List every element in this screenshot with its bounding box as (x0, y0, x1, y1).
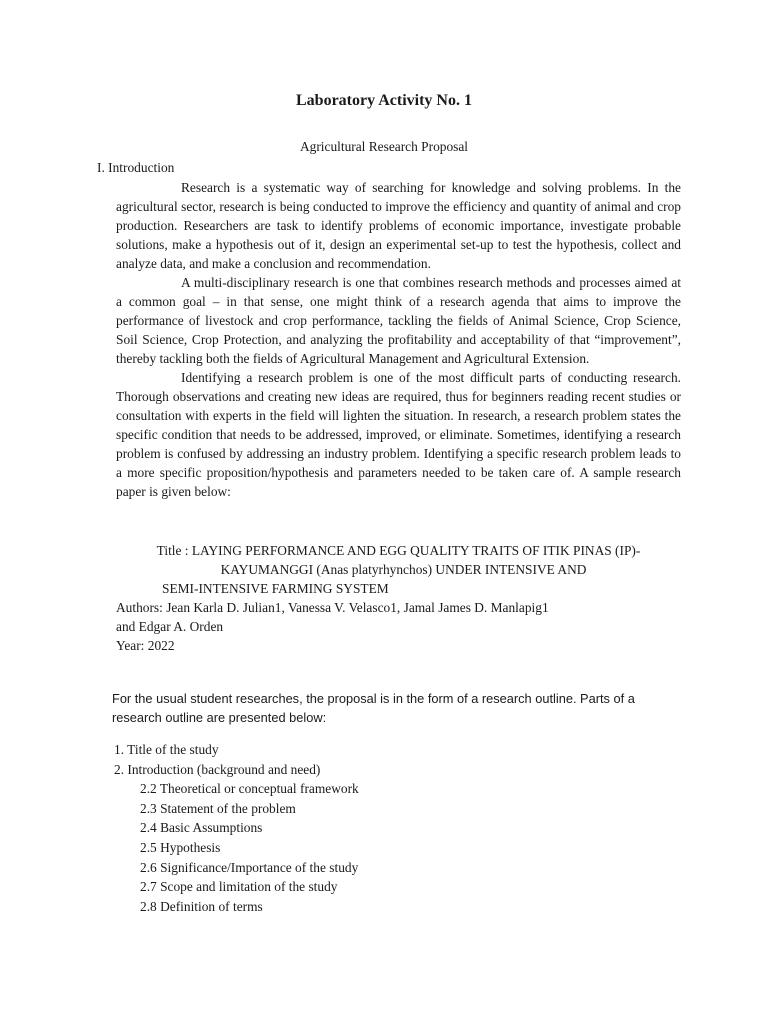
outline-item: 1. Title of the study (114, 742, 219, 757)
outline-subitem: 2.3 Statement of the problem (140, 800, 296, 816)
paragraph-research-definition: Research is a systematic way of searching for knowledge and solving problems. In the agricultural sector, research is being conducted to improve the efficiency and quantity of animal and crop production. Researchers are task to identify problems of economic importance, investigate probable solutions, make a hypothesis out of it, design an experimental set-up to test the hypothesis, collect and analyze data, and make a conclusion and recommendation. (116, 180, 681, 271)
outline-intro-paragraph: For the usual student researches, the proposal is in the form of a research outline. Parts of a research outline are presented below: (112, 691, 635, 725)
outline-subitem: 2.7 Scope and limitation of the study (140, 879, 338, 895)
sample-year: Year: 2022 (116, 638, 175, 653)
outline-subitem: 2.6 Significance/Importance of the study (140, 859, 359, 875)
sample-authors-line-2: and Edgar A. Orden (116, 619, 224, 634)
research-outline-list (114, 740, 674, 916)
outline-subitem: 2.5 Hypothesis (140, 839, 221, 855)
outline-subitem: 2.4 Basic Assumptions (140, 820, 263, 836)
paragraph-multidisciplinary: A multi-disciplinary research is one that combines research methods and processes aimed at a common goal – in that sense, one might think of a research agenda that aims to improve the performance of livestock and crop performance, tackling the fields of Animal Science, Crop Science, Soil Science, Crop Protection, and analyzing the profitability and acceptability of that “improvement”, thereby tackling both the fields of Agricultural Management and Agricultural Extension. (116, 275, 681, 366)
sample-research-paper (116, 541, 681, 655)
outline-item: 2. Introduction (background and need) (114, 761, 321, 777)
sample-authors-line-1: Authors: Jean Karla D. Julian1, Vanessa V. Velasco1, Jamal James D. Manlapig1 (116, 600, 549, 615)
sample-title-line-1: Title : LAYING PERFORMANCE AND EGG QUALITY TRAITS OF ITIK PINAS (IP)- (156, 543, 641, 558)
outline-subitem: 2.2 Theoretical or conceptual framework (140, 781, 359, 797)
outline-subitem: 2.8 Definition of terms (140, 898, 263, 914)
paragraph-research-problem: Identifying a research problem is one of the most difficult parts of conducting research. Thorough observations and creating new ideas are required, thus for beginners reading recent studies or consultation with experts in the field will lighten the situation. In research, a research problem states the specific condition that needs to be addressed, improved, or eliminate. Sometimes, identifying a research problem is confused by addressing an industry problem. Identifying a specific research problem leads to a more specific proposition/hypothesis and parameters needed to be taken care of. A sample research paper is given below: (116, 370, 681, 499)
sample-title-line-2: KAYUMANGGI (Anas platyrhynchos) UNDER INTENSIVE AND (220, 562, 587, 577)
introduction-body (116, 178, 681, 501)
section-heading-introduction: I. Introduction (97, 160, 175, 175)
document-title: Laboratory Activity No. 1 (296, 92, 472, 109)
sample-title-line-3: SEMI-INTENSIVE FARMING SYSTEM (162, 581, 389, 596)
document-subtitle: Agricultural Research Proposal (299, 139, 469, 154)
